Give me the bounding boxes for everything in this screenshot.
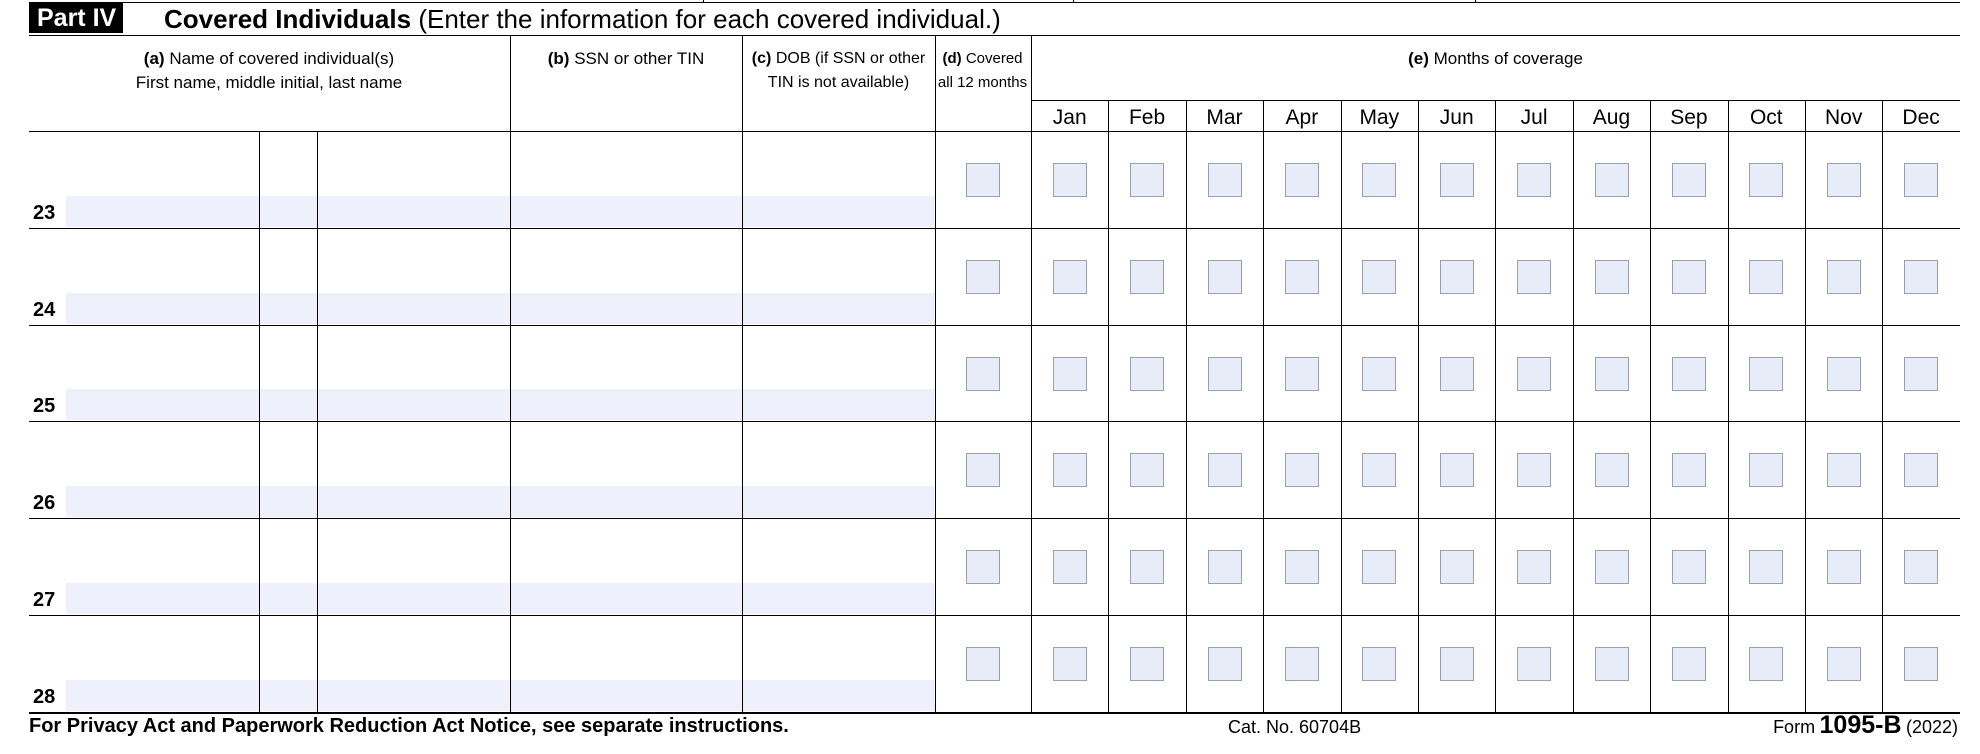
month-divider: [1728, 100, 1729, 712]
month-divider: [1882, 100, 1883, 712]
month-checkbox-feb[interactable]: [1130, 260, 1164, 294]
month-divider: [1341, 100, 1342, 712]
column-header-b: (b) SSN or other TIN: [547, 49, 705, 68]
month-label-jul: Jul: [1520, 106, 1548, 129]
month-checkbox-jul[interactable]: [1517, 550, 1551, 584]
month-checkbox-dec[interactable]: [1904, 550, 1938, 584]
middle-initial-field[interactable]: [260, 196, 317, 227]
form-number: 1095-B: [1819, 711, 1902, 739]
middle-initial-field[interactable]: [260, 293, 317, 324]
month-checkbox-mar[interactable]: [1208, 453, 1242, 487]
ssn-field[interactable]: [511, 389, 742, 420]
month-checkbox-oct[interactable]: [1749, 163, 1783, 197]
last-name-field[interactable]: [318, 486, 510, 517]
month-label-may: May: [1359, 106, 1400, 129]
month-checkbox-jan[interactable]: [1053, 260, 1087, 294]
row-rule: [29, 325, 1960, 326]
last-name-field[interactable]: [318, 680, 510, 711]
month-label-apr: Apr: [1285, 106, 1319, 129]
first-name-field[interactable]: [66, 583, 259, 614]
month-checkbox-jul[interactable]: [1517, 163, 1551, 197]
catalog-number: Cat. No. 60704B: [1228, 717, 1362, 737]
month-label-aug: Aug: [1592, 106, 1631, 129]
part-subtitle: (Enter the information for each covered individual.): [418, 4, 1001, 34]
last-name-field[interactable]: [318, 389, 510, 420]
part-title-bold: Covered Individuals: [164, 4, 412, 34]
month-checkbox-jan[interactable]: [1053, 453, 1087, 487]
month-checkbox-aug[interactable]: [1595, 550, 1629, 584]
row-number: 28: [33, 685, 56, 708]
month-label-jan: Jan: [1052, 106, 1087, 129]
month-label-oct: Oct: [1749, 106, 1783, 129]
month-checkbox-oct[interactable]: [1749, 453, 1783, 487]
month-checkbox-sep[interactable]: [1672, 163, 1706, 197]
first-name-field[interactable]: [66, 486, 259, 517]
month-checkbox-mar[interactable]: [1208, 163, 1242, 197]
month-divider: [1495, 100, 1496, 712]
middle-initial-field[interactable]: [260, 583, 317, 614]
column-header-a: [29, 47, 509, 95]
column-header-d: (d) Covered all 12 months: [937, 50, 1028, 91]
month-checkbox-nov[interactable]: [1827, 260, 1861, 294]
month-checkbox-apr[interactable]: [1285, 453, 1319, 487]
covered-all-12-months-checkbox[interactable]: [966, 260, 1000, 294]
month-checkbox-nov[interactable]: [1827, 453, 1861, 487]
form-word: Form: [1773, 717, 1816, 737]
month-checkbox-oct[interactable]: [1749, 550, 1783, 584]
month-label-nov: Nov: [1825, 106, 1863, 129]
month-checkbox-aug[interactable]: [1595, 260, 1629, 294]
column-header-a-line1: (a) Name of covered individual(s): [143, 49, 395, 68]
column-divider: [1031, 35, 1032, 713]
form-year: (2022): [1905, 717, 1958, 737]
month-checkbox-jun[interactable]: [1440, 550, 1474, 584]
covered-all-12-months-checkbox[interactable]: [966, 357, 1000, 391]
form-id: [1773, 711, 1958, 740]
month-divider: [1418, 100, 1419, 712]
dob-field[interactable]: [743, 196, 935, 227]
ssn-field[interactable]: [511, 293, 742, 324]
dob-field[interactable]: [743, 293, 935, 324]
month-checkbox-aug[interactable]: [1595, 647, 1629, 681]
month-checkbox-feb[interactable]: [1130, 453, 1164, 487]
month-checkbox-oct[interactable]: [1749, 647, 1783, 681]
month-checkbox-apr[interactable]: [1285, 357, 1319, 391]
row-number: 26: [33, 492, 56, 515]
middle-initial-field[interactable]: [260, 486, 317, 517]
middle-initial-field[interactable]: [260, 680, 317, 711]
dob-field[interactable]: [743, 389, 935, 420]
month-checkbox-mar[interactable]: [1208, 550, 1242, 584]
month-checkbox-aug[interactable]: [1595, 453, 1629, 487]
part-title: [164, 3, 1001, 35]
month-checkbox-may[interactable]: [1362, 163, 1396, 197]
month-checkbox-apr[interactable]: [1285, 260, 1319, 294]
month-checkbox-mar[interactable]: [1208, 647, 1242, 681]
first-name-field[interactable]: [66, 293, 259, 324]
month-checkbox-jan[interactable]: [1053, 647, 1087, 681]
row-number: 23: [33, 201, 56, 224]
month-checkbox-feb[interactable]: [1130, 357, 1164, 391]
month-checkbox-dec[interactable]: [1904, 647, 1938, 681]
month-checkbox-aug[interactable]: [1595, 357, 1629, 391]
month-label-mar: Mar: [1206, 106, 1243, 129]
month-checkbox-jul[interactable]: [1517, 260, 1551, 294]
ssn-field[interactable]: [511, 486, 742, 517]
month-checkbox-jun[interactable]: [1440, 163, 1474, 197]
month-checkbox-sep[interactable]: [1672, 647, 1706, 681]
month-checkbox-jun[interactable]: [1440, 453, 1474, 487]
column-divider: [935, 35, 936, 713]
column-header-e: (e) Months of coverage: [1408, 49, 1583, 68]
month-checkbox-feb[interactable]: [1130, 647, 1164, 681]
middle-initial-field[interactable]: [260, 389, 317, 420]
month-checkbox-dec[interactable]: [1904, 357, 1938, 391]
month-label-jun: Jun: [1439, 106, 1474, 129]
month-checkbox-jul[interactable]: [1517, 357, 1551, 391]
month-checkbox-apr[interactable]: [1285, 163, 1319, 197]
month-label-feb: Feb: [1128, 106, 1166, 129]
month-divider: [1186, 100, 1187, 712]
month-divider: [1650, 100, 1651, 712]
row-number: 24: [33, 298, 56, 321]
month-checkbox-mar[interactable]: [1208, 260, 1242, 294]
month-checkbox-mar[interactable]: [1208, 357, 1242, 391]
month-checkbox-jan[interactable]: [1053, 163, 1087, 197]
last-name-field[interactable]: [318, 293, 510, 324]
month-checkbox-jun[interactable]: [1440, 647, 1474, 681]
month-checkbox-may[interactable]: [1362, 260, 1396, 294]
month-checkbox-apr[interactable]: [1285, 647, 1319, 681]
month-checkbox-jul[interactable]: [1517, 647, 1551, 681]
month-checkbox-may[interactable]: [1362, 453, 1396, 487]
month-divider: [1805, 100, 1806, 712]
month-checkbox-nov[interactable]: [1827, 163, 1861, 197]
month-checkbox-feb[interactable]: [1130, 550, 1164, 584]
dob-field[interactable]: [743, 583, 935, 614]
row-number: 25: [33, 395, 56, 418]
covered-all-12-months-checkbox[interactable]: [966, 163, 1000, 197]
month-checkbox-jul[interactable]: [1517, 453, 1551, 487]
month-checkbox-may[interactable]: [1362, 647, 1396, 681]
month-checkbox-jun[interactable]: [1440, 260, 1474, 294]
covered-all-12-months-checkbox[interactable]: [966, 550, 1000, 584]
privacy-notice: For Privacy Act and Paperwork Reduction Act Notice, see separate instructions.: [29, 715, 789, 737]
part-badge: Part IV: [29, 3, 123, 33]
month-divider: [1263, 100, 1264, 712]
column-header-c: (c) DOB (if SSN or other TIN is not available): [751, 50, 926, 91]
month-checkbox-dec[interactable]: [1904, 453, 1938, 487]
covered-all-12-months-checkbox[interactable]: [966, 647, 1000, 681]
month-divider: [1108, 100, 1109, 712]
month-checkbox-dec[interactable]: [1904, 163, 1938, 197]
month-checkbox-sep[interactable]: [1672, 357, 1706, 391]
month-checkbox-oct[interactable]: [1749, 260, 1783, 294]
month-checkbox-nov[interactable]: [1827, 357, 1861, 391]
column-header-a-line2: First name, middle initial, last name: [135, 73, 403, 92]
covered-all-12-months-checkbox[interactable]: [966, 453, 1000, 487]
month-checkbox-feb[interactable]: [1130, 163, 1164, 197]
month-checkbox-sep[interactable]: [1672, 260, 1706, 294]
row-rule: [29, 518, 1960, 519]
month-label-dec: Dec: [1902, 106, 1940, 129]
month-checkbox-aug[interactable]: [1595, 163, 1629, 197]
month-checkbox-apr[interactable]: [1285, 550, 1319, 584]
month-checkbox-sep[interactable]: [1672, 550, 1706, 584]
month-divider: [1573, 100, 1574, 712]
last-name-field[interactable]: [318, 583, 510, 614]
month-checkbox-jun[interactable]: [1440, 357, 1474, 391]
first-name-field[interactable]: [66, 196, 259, 227]
bottom-rule: [29, 712, 1960, 714]
dob-field[interactable]: [743, 486, 935, 517]
row-rule: [29, 615, 1960, 616]
first-name-field[interactable]: [66, 680, 259, 711]
first-name-field[interactable]: [66, 389, 259, 420]
header-rule: [29, 35, 1960, 36]
month-checkbox-may[interactable]: [1362, 357, 1396, 391]
month-checkbox-jan[interactable]: [1053, 357, 1087, 391]
row-rule: [29, 228, 1960, 229]
month-checkbox-nov[interactable]: [1827, 647, 1861, 681]
ssn-field[interactable]: [511, 583, 742, 614]
row-number: 27: [33, 589, 56, 611]
month-checkbox-sep[interactable]: [1672, 453, 1706, 487]
ssn-field[interactable]: [511, 196, 742, 227]
ssn-field[interactable]: [511, 680, 742, 711]
month-checkbox-may[interactable]: [1362, 550, 1396, 584]
month-label-sep: Sep: [1670, 106, 1708, 129]
row-rule: [29, 131, 1960, 132]
month-checkbox-oct[interactable]: [1749, 357, 1783, 391]
month-checkbox-nov[interactable]: [1827, 550, 1861, 584]
row-rule: [29, 421, 1960, 422]
dob-field[interactable]: [743, 680, 935, 711]
month-checkbox-dec[interactable]: [1904, 260, 1938, 294]
last-name-field[interactable]: [318, 196, 510, 227]
month-checkbox-jan[interactable]: [1053, 550, 1087, 584]
